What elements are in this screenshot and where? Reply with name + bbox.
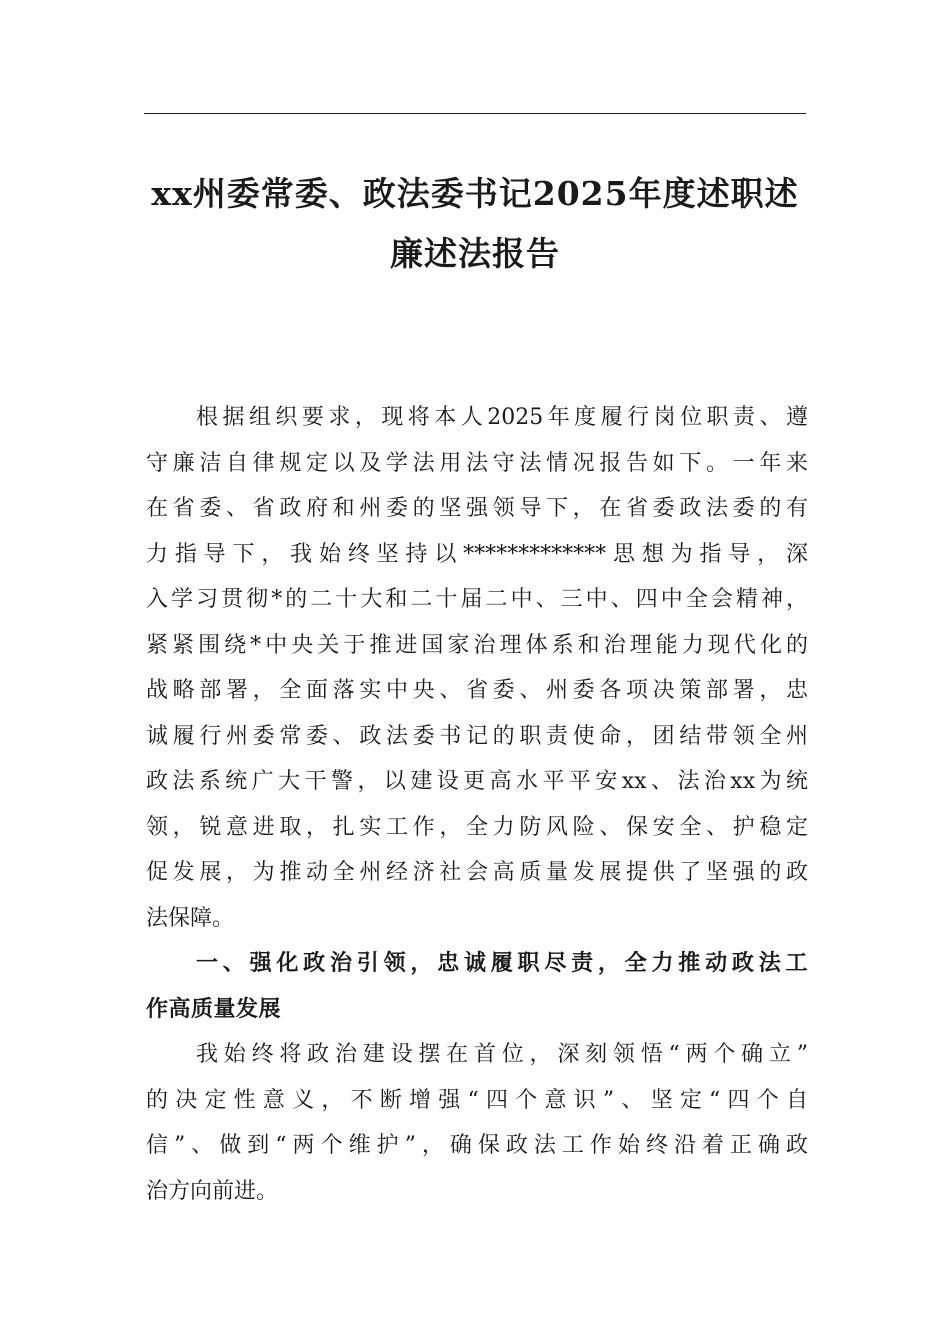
section-body-line: 信”、做到“两个维护”，确保政法工作始终沿着正确政 xyxy=(146,1133,808,1158)
intro-line: 法保障。 xyxy=(146,905,235,931)
section-heading-line: 一、强化政治引领，忠诚履职尽责，全力推动政法工 xyxy=(196,951,808,976)
intro-line: 紧紧围绕*中央关于推进国家治理体系和治理能力现代化的 xyxy=(146,632,808,658)
intro-line: 根据组织要求，现将本人2025年度履行岗位职责、遵 xyxy=(196,405,808,430)
intro-line: 政法系统广大干警，以建设更高水平平安xx、法治xx为统 xyxy=(146,769,808,794)
document-body xyxy=(146,395,808,1214)
section-body-line: 治方向前进。 xyxy=(146,1178,279,1204)
intro-line: 入学习贯彻*的二十大和二十届二中、三中、四中全会精神， xyxy=(146,587,808,612)
title-line-2: 廉述法报告 xyxy=(390,234,560,273)
intro-line: 领，锐意进取，扎实工作，全力防风险、保安全、护稳定 xyxy=(146,814,808,840)
document-title xyxy=(130,164,820,284)
section-body-line: 我始终将政治建设摆在首位，深刻领悟“两个确立” xyxy=(196,1042,808,1067)
intro-line: 在省委、省政府和州委的坚强领导下，在省委政法委的有 xyxy=(146,496,808,521)
intro-line: 战略部署，全面落实中央、省委、州委各项决策部署，忠 xyxy=(146,678,808,703)
title-line-1: xx州委常委、政法委书记2025年度述职述 xyxy=(151,174,799,213)
intro-line: 守廉洁自律规定以及学法用法守法情况报告如下。一年来 xyxy=(146,450,808,476)
intro-line: 诚履行州委常委、政法委书记的职责使命，团结带领全州 xyxy=(146,723,808,749)
header-rule xyxy=(144,113,806,114)
section-heading-line: 作高质量发展 xyxy=(146,996,282,1022)
intro-line: 促发展，为推动全州经济社会高质量发展提供了坚强的政 xyxy=(146,860,808,885)
section-body-line: 的决定性意义，不断增强“四个意识”、坚定“四个自 xyxy=(146,1087,808,1113)
intro-line: 力指导下，我始终坚持以*************思想为指导，深 xyxy=(146,541,808,567)
